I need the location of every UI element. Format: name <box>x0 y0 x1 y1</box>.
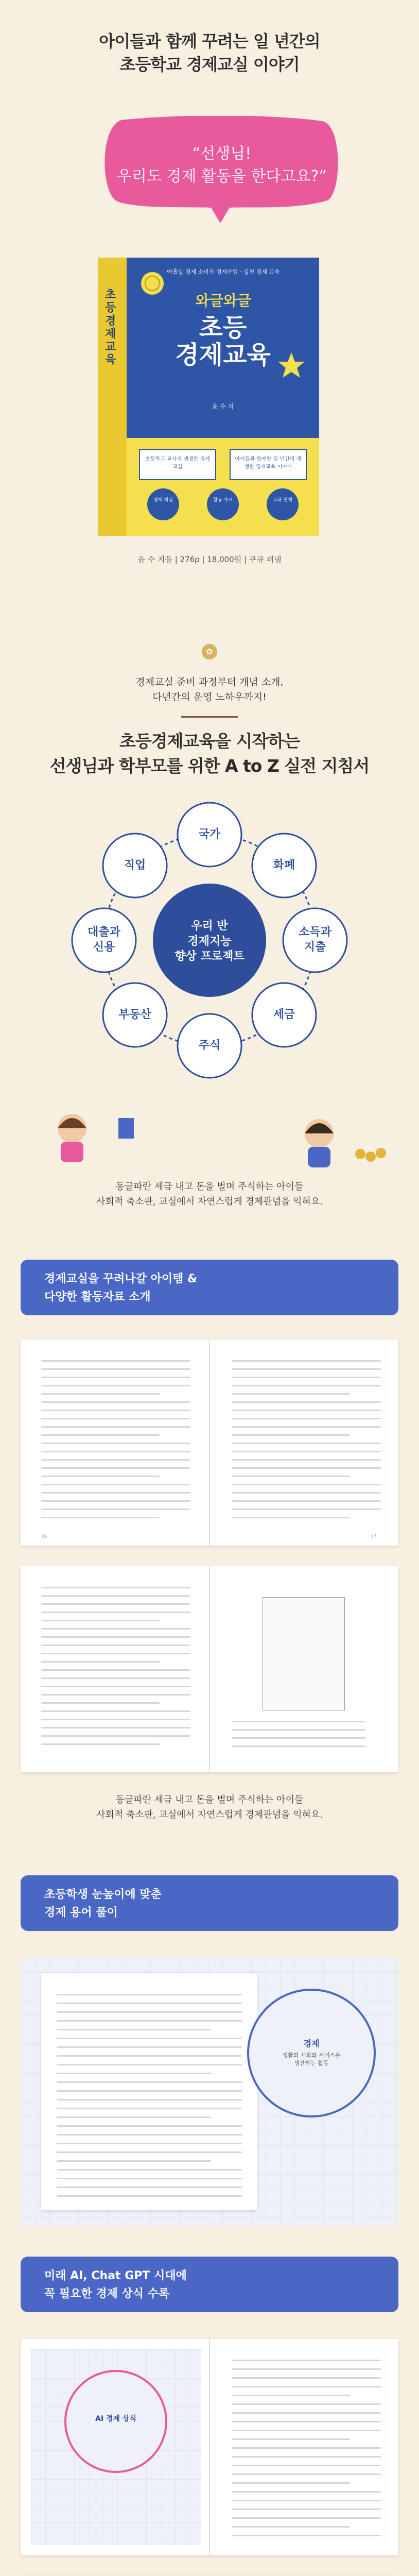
text-line <box>232 1451 381 1452</box>
activities-bottom-line-2: 사회적 축소판, 교실에서 자연스럽게 경제관념을 익혀요. <box>96 1809 323 1820</box>
wheel-node-label-part: 대출과 <box>88 926 120 939</box>
text-line <box>41 1727 190 1728</box>
text-line <box>41 1517 160 1518</box>
terms-panel <box>21 1958 398 2226</box>
text-line <box>57 2081 242 2083</box>
text-line <box>232 1509 381 1510</box>
star-icon <box>276 350 307 381</box>
banner-activities-text <box>44 1270 302 1306</box>
text-line <box>232 2403 381 2405</box>
banner-3-line-2: 꼭 필요한 경제 상식 수록 <box>44 2287 170 2301</box>
wheel-node-label <box>252 833 317 898</box>
spread-gutter <box>209 1566 210 1772</box>
hero-section <box>0 0 419 644</box>
text-line <box>57 2151 242 2153</box>
sample-spread-1 <box>21 1340 398 1546</box>
text-line <box>57 2195 242 2197</box>
text-line <box>232 2491 381 2493</box>
text-line <box>41 1612 190 1613</box>
text-line <box>57 2099 242 2100</box>
text-line <box>41 1636 190 1638</box>
speech-line-1: “선생님! <box>192 145 252 163</box>
text-line <box>232 2412 381 2414</box>
banner-2-line-2: 경제 용어 풀이 <box>44 1906 118 1920</box>
wheel-node-label <box>102 833 167 898</box>
text-line <box>232 2438 350 2440</box>
text-line <box>232 1745 365 1747</box>
cover-box-left: 초등학교 교사의 생생한 경제교실 <box>139 449 216 480</box>
text-line <box>41 1603 190 1605</box>
text-line <box>41 1500 190 1502</box>
text-line <box>57 2064 242 2065</box>
cover-title-line-1: 초등 <box>199 313 247 342</box>
wheel-node-label-part: 화폐 <box>273 858 295 872</box>
cover-title-line-2: 경제교육 <box>175 340 271 369</box>
wheel-node-label <box>177 1013 242 1078</box>
text-line <box>57 2038 242 2039</box>
text-line <box>57 2055 242 2057</box>
spread-gutter <box>209 2339 210 2555</box>
text-line <box>232 1443 381 1444</box>
text-line <box>232 1737 365 1739</box>
wheel-node-label-part: 주식 <box>198 1039 221 1052</box>
hero-heading <box>0 30 419 76</box>
text-line <box>232 2430 381 2431</box>
text-line <box>41 1360 190 1362</box>
text-line <box>41 1443 190 1444</box>
concept-heading-line-2: 선생님과 학부모를 위한 A to Z 실전 지침서 <box>49 755 370 776</box>
center-line-1: 우리 반 <box>191 920 228 933</box>
banner-1-line-2: 다양한 활동자료 소개 <box>44 1291 151 1304</box>
text-line <box>57 2116 211 2118</box>
text-line <box>57 2011 242 2013</box>
text-line <box>41 1653 190 1654</box>
ai-spread <box>21 2339 398 2555</box>
concept-bottom-line-1: 동글파란 세금 내고 돈을 벌며 주식하는 아이들 <box>115 1181 304 1192</box>
text-line <box>57 2143 242 2144</box>
center-line-3: 향상 프로젝트 <box>174 950 245 963</box>
wheel-center-text <box>158 889 261 992</box>
text-line <box>232 2517 381 2519</box>
speech-bubble <box>101 116 343 224</box>
text-line <box>232 1434 350 1436</box>
term-zoom-sub: 생활의 재화와 서비스를 생산하는 활동 <box>282 2052 341 2067</box>
text-line <box>41 1509 190 1510</box>
text-line <box>41 1459 190 1461</box>
cover-author: 윤 수 지 <box>212 403 234 410</box>
concept-intro <box>0 675 419 705</box>
text-line <box>41 1645 190 1646</box>
text-line <box>41 1628 190 1630</box>
wheel-node-label-part: 세금 <box>273 1008 295 1021</box>
text-line <box>41 1410 190 1411</box>
text-line <box>232 2456 381 2458</box>
text-line <box>57 2187 242 2188</box>
text-line <box>57 2073 211 2074</box>
form-sample <box>263 1597 345 1710</box>
text-line <box>57 2090 242 2092</box>
text-line <box>57 2003 242 2004</box>
text-line <box>41 1492 190 1494</box>
coin-icon <box>137 268 168 299</box>
wheel-node-label <box>283 908 347 973</box>
sample-spread-2 <box>21 1566 398 1772</box>
banner-3-line-1: 미래 AI, Chat GPT 시대에 <box>44 2269 187 2282</box>
ai-grid-page <box>31 2349 201 2545</box>
center-line-2: 경제지능 <box>187 935 232 948</box>
text-line <box>41 1595 190 1597</box>
text-line <box>41 1743 160 1745</box>
wheel-node-label <box>177 802 242 867</box>
text-line <box>232 1729 365 1731</box>
banner-activities <box>21 1260 398 1315</box>
cover-series: 와글와글 <box>195 292 252 309</box>
wheel-node-label <box>72 908 136 973</box>
speech-line-2: 우리도 경제 활동을 한다고요?” <box>117 167 327 185</box>
term-zoom-circle <box>247 1989 376 2117</box>
text-line <box>57 2020 242 2022</box>
text-line <box>232 2360 381 2361</box>
text-line <box>57 2134 242 2136</box>
wheel-node-label-part: 지출 <box>304 941 326 954</box>
text-line <box>232 1401 381 1403</box>
cover-circle-1: 경제 개념 <box>147 488 179 520</box>
wheel-node-label-part: 직업 <box>124 858 146 872</box>
ai-circle-text: AI 경제 상식 <box>95 2415 136 2423</box>
text-line <box>41 1710 190 1712</box>
book-image <box>98 258 319 536</box>
ai-circle <box>64 2370 167 2473</box>
text-line <box>232 2482 350 2484</box>
cover-badge: 아홉살 경제 소비자 경제수업 · 실천 경제 교육 <box>167 268 280 275</box>
text-line <box>41 1385 190 1386</box>
book-info: 윤 수 지음 | 276p | 18,000원 | 쿠큐 펴냄 <box>137 555 282 564</box>
text-line <box>232 1476 350 1477</box>
page-number: 37 <box>371 1534 377 1539</box>
text-line <box>41 1476 160 1477</box>
activities-bottom-text <box>0 1793 419 1823</box>
text-line <box>232 1492 381 1494</box>
text-line <box>232 1459 381 1461</box>
text-line <box>41 1620 160 1621</box>
text-line <box>232 1418 381 1419</box>
activities-bottom-line-1: 동글파란 세금 내고 돈을 벌며 주식하는 아이들 <box>115 1794 304 1805</box>
text-line <box>232 2395 350 2396</box>
text-line <box>57 2160 211 2162</box>
banner-1-line-1: 경제교실을 꾸려나갈 아이템 & <box>44 1273 198 1285</box>
text-line <box>41 1587 190 1588</box>
text-line <box>57 1994 242 1995</box>
cover-circle-3: 교과 연계 <box>267 488 299 520</box>
text-line <box>232 1360 381 1362</box>
wheel-node-label-part: 신용 <box>93 941 115 954</box>
text-line <box>232 1377 381 1378</box>
text-line <box>232 1368 381 1370</box>
text-line <box>41 1735 190 1737</box>
text-line <box>232 2509 381 2510</box>
text-line <box>232 2526 350 2528</box>
banner-terms <box>21 1875 398 1931</box>
concept-intro-line-1: 경제교실 준비 과정부터 개념 소개, <box>135 676 284 688</box>
text-line <box>41 1661 160 1663</box>
banner-2-line-1: 초등학생 눈높이에 맞춘 <box>44 1888 162 1901</box>
spread-gutter <box>209 1340 210 1546</box>
text-line <box>41 1393 160 1395</box>
text-line <box>232 2377 381 2379</box>
text-line <box>232 2368 381 2370</box>
text-line <box>41 1484 190 1485</box>
concept-wheel <box>63 793 356 1087</box>
text-line <box>41 1686 190 1687</box>
text-line <box>232 2386 381 2387</box>
text-line <box>232 1385 381 1386</box>
text-line <box>232 1410 381 1411</box>
wheel-node-label-part: 부동산 <box>118 1008 151 1021</box>
book-cover <box>127 258 319 536</box>
spine-title: 초등경제교육 <box>105 289 116 367</box>
text-line <box>232 2421 381 2422</box>
book-spine <box>98 258 127 536</box>
text-line <box>41 1377 190 1378</box>
wheel-node-label <box>102 982 167 1047</box>
banner-ai-text <box>44 2267 302 2303</box>
banner-ai <box>21 2257 398 2312</box>
kids-illustration-svg <box>0 1097 419 1175</box>
concept-section <box>0 644 419 1236</box>
wheel-node-label <box>252 982 317 1047</box>
text-line <box>57 2108 242 2109</box>
text-line <box>57 2178 242 2179</box>
text-line <box>41 1426 190 1428</box>
text-line <box>41 1467 190 1469</box>
text-line <box>232 2447 381 2449</box>
text-line <box>57 2029 211 2030</box>
text-line <box>41 1418 190 1419</box>
text-line <box>232 1500 381 1502</box>
text-line <box>232 1393 350 1395</box>
text-line <box>232 2473 381 2475</box>
kids-illustration <box>0 1097 419 1175</box>
text-line <box>41 1694 190 1696</box>
speech-bubble-text <box>101 143 343 188</box>
text-line <box>232 2535 381 2536</box>
divider <box>181 716 238 718</box>
text-line <box>41 1677 190 1679</box>
concept-heading-line-1: 초등경제교육을 시작하는 <box>119 731 300 751</box>
text-line <box>57 2125 242 2127</box>
cover-circle-2: 활동 자료 <box>207 488 239 520</box>
text-line <box>41 1702 160 1704</box>
text-line <box>57 2169 242 2171</box>
text-line <box>41 1368 190 1370</box>
banner-terms-text <box>44 1886 302 1922</box>
text-line <box>232 1721 365 1722</box>
wheel-node-label-part: 국가 <box>198 827 221 841</box>
concept-intro-line-2: 다년간의 운영 노하우까지! <box>152 691 267 703</box>
text-line <box>41 1719 190 1720</box>
wheel-node-label-part: 소득과 <box>299 926 331 939</box>
terms-page <box>41 1973 257 2210</box>
text-line <box>232 1426 381 1428</box>
concept-bottom-text <box>0 1180 419 1210</box>
ornament-icon: ✿ <box>202 644 217 659</box>
text-line <box>41 1451 190 1452</box>
concept-heading <box>0 729 419 778</box>
page-number: 36 <box>41 1534 47 1539</box>
hero-line-2: 초등학교 경제교실 이야기 <box>119 54 300 74</box>
term-zoom-title: 경제 <box>303 2039 320 2048</box>
text-line <box>232 2500 381 2501</box>
concept-bottom-line-2: 사회적 축소판, 교실에서 자연스럽게 경제관념을 익혀요. <box>96 1196 323 1207</box>
text-line <box>232 1467 381 1469</box>
text-line <box>232 2465 381 2466</box>
text-line <box>41 1434 160 1436</box>
hero-line-1: 아이들과 함께 꾸려는 일 년간의 <box>99 31 320 51</box>
text-line <box>232 1517 350 1518</box>
text-line <box>41 1401 190 1403</box>
text-line <box>57 2046 242 2048</box>
text-line <box>232 1484 381 1485</box>
text-line <box>41 1669 190 1671</box>
cover-box-right: 아이들과 함께한 일 년간의 생생한 경제교육 이야기 <box>230 449 307 480</box>
